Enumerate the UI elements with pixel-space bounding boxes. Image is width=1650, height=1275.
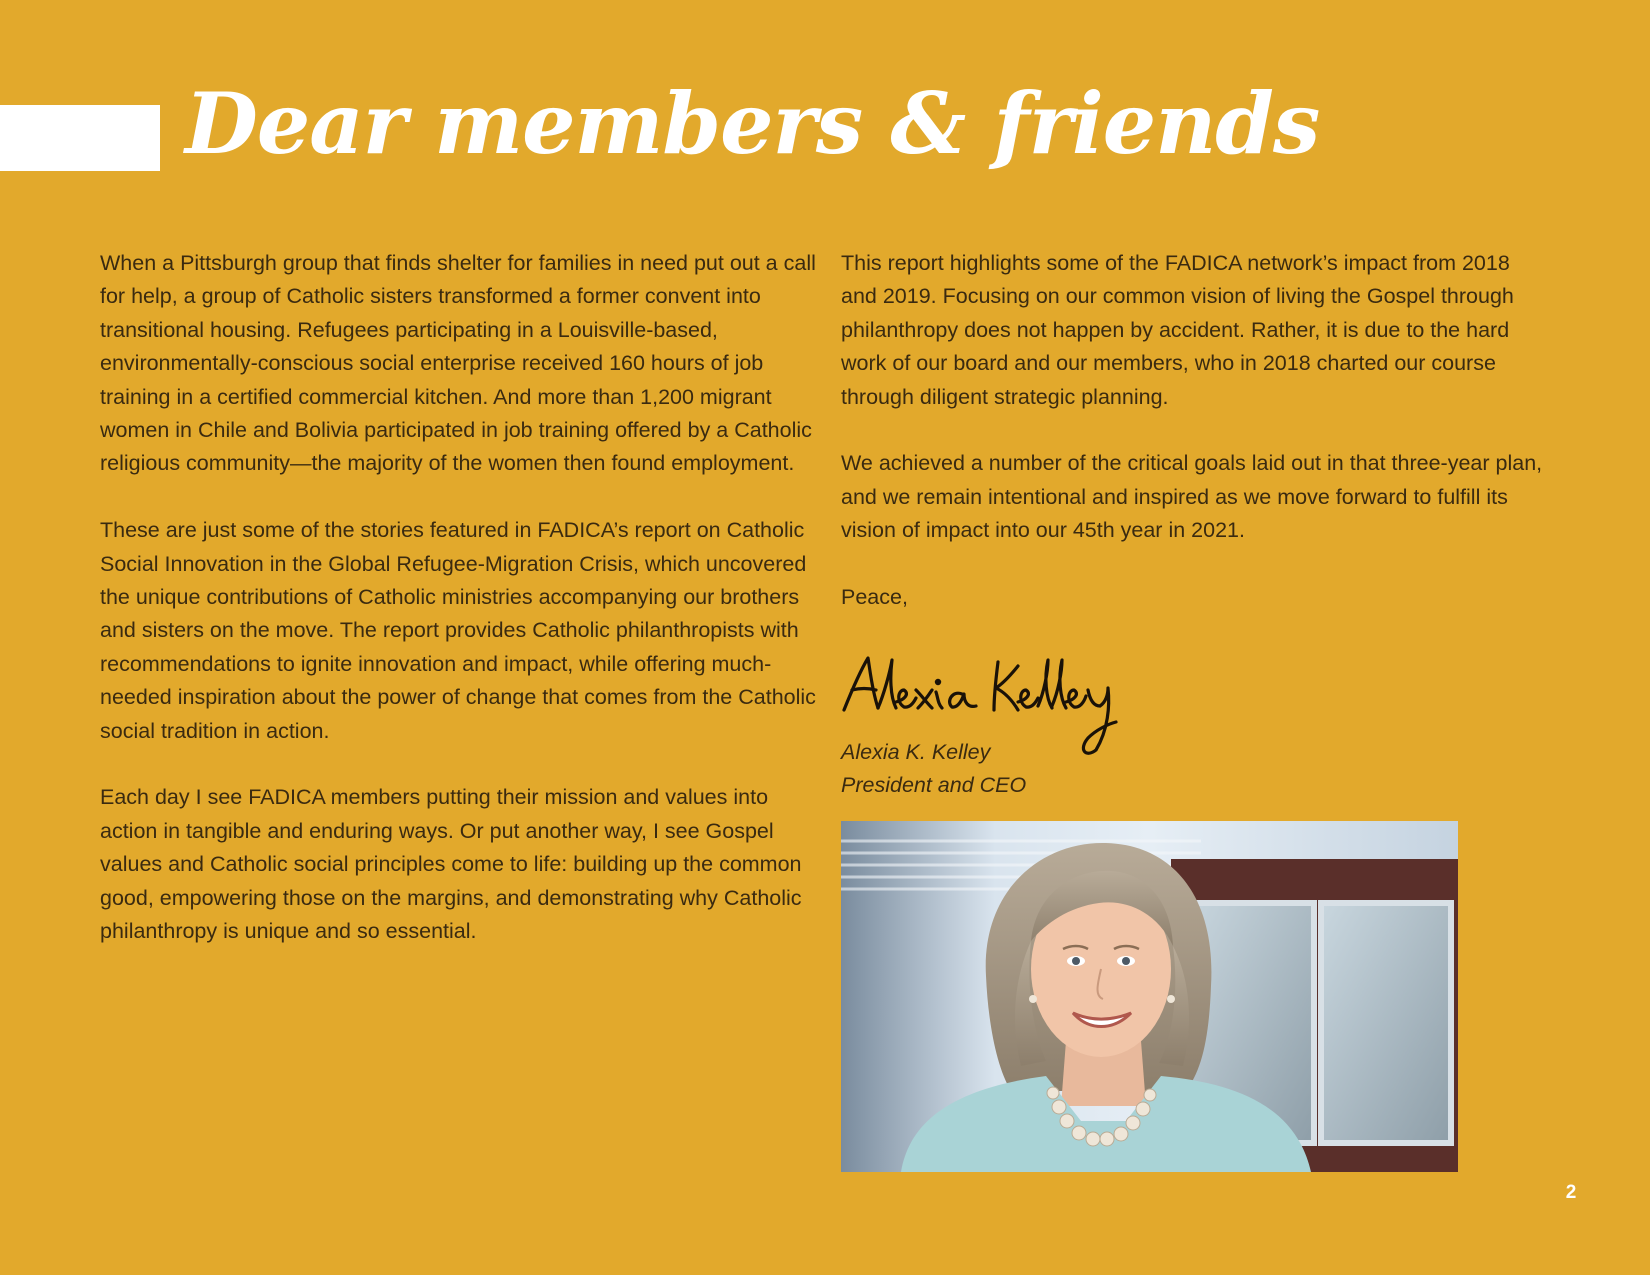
letter-right-column — [841, 247, 1551, 614]
paragraph: When a Pittsburgh group that finds shelter for families in need put out a call for help, a group of Catholic sisters transformed a former convent into transitional housing. Refugees participating in a Louisville-based, environmentally-conscious social enterprise received 160 hours of job training in a certified commercial kitchen. And more than 1,200 migrant women in Chile and Bolivia participated in job training offered by a Catholic religious community—the majority of the women then found employment. — [100, 251, 816, 476]
page-number: 2 — [1565, 1182, 1577, 1203]
heading-accent-bar — [0, 105, 160, 171]
paragraph: This report highlights some of the FADICA network’s impact from 2018 and 2019. Focusing on our common vision of living the Gospel through philanthropy does not happen by accident. Rather, it is due to the hard work of our board and our members, who in 2018 charted our course through diligent strategic planning. — [841, 251, 1514, 409]
letter-left-column — [100, 247, 820, 982]
paragraph: We achieved a number of the critical goals laid out in that three-year plan, and we remain intentional and inspired as we move forward to fulfill its vision of impact into our 45th year in 2021. — [841, 451, 1543, 543]
signer-title: President and CEO — [841, 773, 1027, 798]
portrait-photo — [841, 821, 1458, 1172]
paragraph: These are just some of the stories featured in FADICA’s report on Catholic Social Innovation in the Global Refugee-Migration Crisis, which uncovered the unique contributions of Catholic ministries accompanying our brothers and sisters on the move. The report provides Catholic philanthropists with recommendations to ignite innovation and impact, while offering much-needed inspiration about the power of change that comes from the Catholic social tradition in action. — [100, 518, 816, 743]
signer-name: Alexia K. Kelley — [841, 740, 991, 764]
paragraph: Each day I see FADICA members putting their mission and values into action in tangible and enduring ways. Or put another way, I see Gospel values and Catholic social principles come to life: building up the common good, empowering those on the margins, and demonstrating why Catholic philanthropy is unique and so essential. — [100, 785, 802, 944]
closing-salutation: Peace, — [841, 585, 908, 610]
signer-block — [841, 736, 1026, 803]
page-title: Dear members & friends — [185, 74, 1320, 173]
